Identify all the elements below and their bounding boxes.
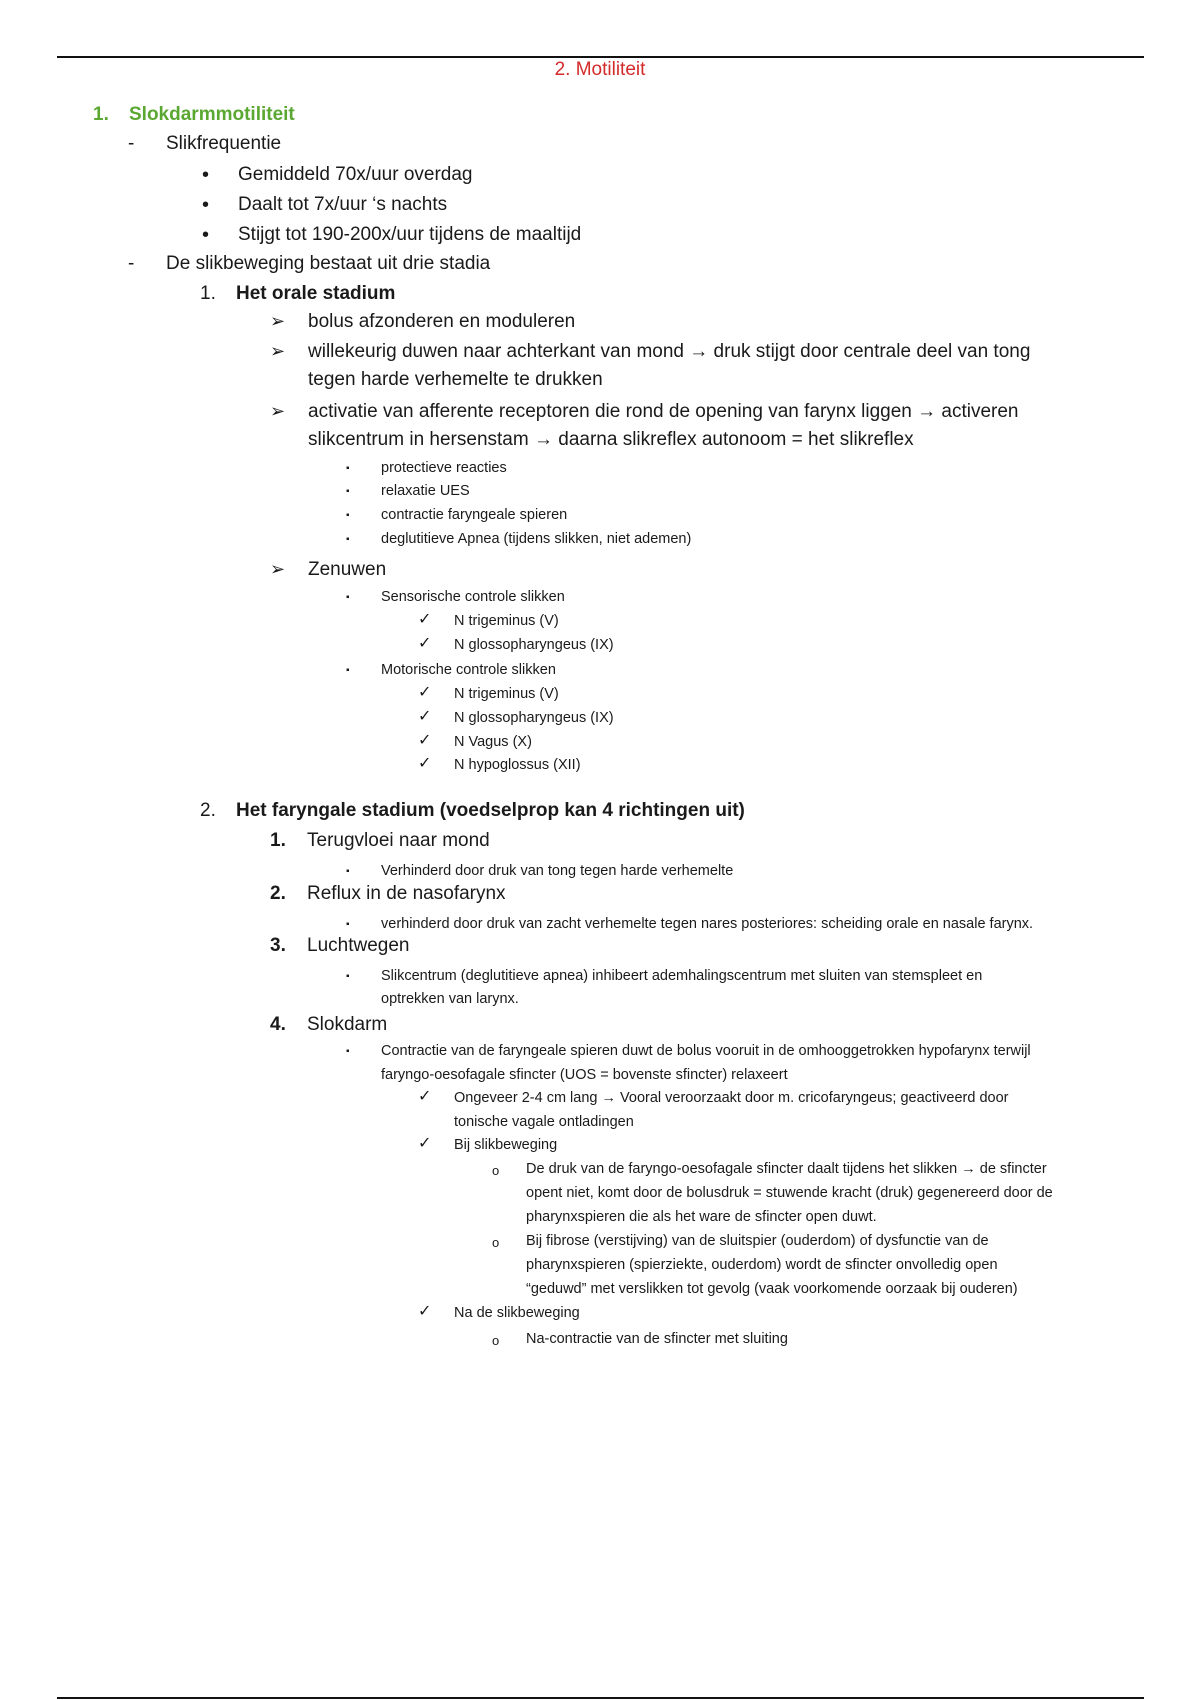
list-item: Stijgt tot 190-200x/uur tijdens de maaltijd	[238, 224, 582, 245]
square-bullet-icon: ▪	[346, 486, 350, 497]
list-item: Contractie van de faryngeale spieren duwt de bolus vooruit in de omhooggetrokken hypofarynx terwijl	[381, 1043, 1031, 1059]
direction-title: Luchtwegen	[307, 935, 410, 956]
slikbeweging-label: De slikbeweging bestaat uit drie stadia	[166, 253, 491, 274]
sensorisch-label: Sensorische controle slikken	[381, 589, 565, 605]
section-number: 1.	[93, 104, 109, 125]
list-item-continued: opent niet, komt door de bolusdruk = stuwende kracht (druk) gegenereerd door de	[526, 1185, 1053, 1201]
square-bullet-icon: ▪	[346, 534, 350, 545]
stage-title: Het orale stadium	[236, 283, 396, 304]
checkmark-icon: ✓	[418, 611, 432, 628]
square-bullet-icon: ▪	[346, 866, 350, 877]
list-item: verhinderd door druk van zacht verhemelte tegen nares posteriores: scheiding orale en nasale farynx.	[381, 916, 1034, 932]
list-item: activatie van afferente receptoren die rond de opening van farynx liggen → activeren	[308, 401, 1019, 422]
list-item: Bij fibrose (verstijving) van de sluitspier (ouderdom) of dysfunctie van de	[526, 1233, 989, 1249]
direction-number: 2.	[270, 883, 286, 904]
arrowhead-bullet-icon: ➢	[270, 401, 286, 421]
list-item: protectieve reacties	[381, 460, 507, 476]
arrowhead-bullet-icon: ➢	[270, 559, 286, 579]
top-rule	[57, 56, 1144, 58]
slikfrequentie-label: Slikfrequentie	[166, 133, 282, 154]
list-item-continued: tonische vagale ontladingen	[454, 1114, 634, 1130]
list-item: Verhinderd door druk van tong tegen harde verhemelte	[381, 863, 734, 879]
list-item: bolus afzonderen en moduleren	[308, 311, 576, 332]
checkmark-icon: ✓	[418, 684, 432, 701]
stage-number: 2.	[200, 800, 216, 821]
checkmark-icon: ✓	[418, 755, 432, 772]
square-bullet-icon: ▪	[346, 463, 350, 474]
checkmark-icon: ✓	[418, 1303, 432, 1320]
direction-title: Terugvloei naar mond	[307, 830, 490, 851]
bullet-dot-icon: •	[202, 194, 210, 216]
list-item: De druk van de faryngo-oesofagale sfincter daalt tijdens het slikken → de sfincter	[526, 1161, 1047, 1177]
checkmark-icon: ✓	[418, 1135, 432, 1152]
motorisch-label: Motorische controle slikken	[381, 662, 556, 678]
square-bullet-icon: ▪	[346, 665, 350, 676]
list-item: Daalt tot 7x/uur ‘s nachts	[238, 194, 448, 215]
square-bullet-icon: ▪	[346, 592, 350, 603]
direction-number: 3.	[270, 935, 286, 956]
bottom-rule	[57, 1697, 1144, 1699]
list-item: N trigeminus (V)	[454, 686, 559, 702]
stage-title: Het faryngale stadium (voedselprop kan 4 richtingen uit)	[236, 800, 745, 821]
list-item: N hypoglossus (XII)	[454, 757, 581, 773]
dash-icon: -	[128, 253, 135, 274]
circle-bullet-icon: o	[492, 1333, 500, 1348]
list-item: Na-contractie van de sfincter met sluiting	[526, 1331, 788, 1347]
list-item: Ongeveer 2-4 cm lang → Vooral veroorzaakt door m. cricofaryngeus; geactiveerd door	[454, 1090, 1009, 1106]
direction-title: Slokdarm	[307, 1014, 388, 1035]
list-item: contractie faryngeale spieren	[381, 507, 568, 523]
circle-bullet-icon: o	[492, 1163, 500, 1178]
list-item: deglutitieve Apnea (tijdens slikken, niet ademen)	[381, 531, 692, 547]
square-bullet-icon: ▪	[346, 510, 350, 521]
square-bullet-icon: ▪	[346, 971, 350, 982]
square-bullet-icon: ▪	[346, 919, 350, 930]
list-item-continued: optrekken van larynx.	[381, 991, 519, 1007]
checkmark-icon: ✓	[418, 708, 432, 725]
arrowhead-bullet-icon: ➢	[270, 311, 286, 331]
checkmark-icon: ✓	[418, 1088, 432, 1105]
list-item: Slikcentrum (deglutitieve apnea) inhibeert ademhalingscentrum met sluiten van stemspleet en	[381, 968, 983, 984]
list-item-continued: slikcentrum in hersenstam → daarna slikreflex autonoom = het slikreflex	[308, 429, 914, 450]
list-item-continued: pharynxspieren (spierziekte, ouderdom) wordt de sfincter onvolledig open	[526, 1257, 998, 1273]
list-item: N Vagus (X)	[454, 734, 532, 750]
list-item-continued: pharynxspieren die als het ware de sfincter open duwt.	[526, 1209, 877, 1225]
list-item: willekeurig duwen naar achterkant van mond → druk stijgt door centrale deel van tong	[308, 341, 1031, 362]
checkmark-icon: ✓	[418, 635, 432, 652]
list-item: N trigeminus (V)	[454, 613, 559, 629]
list-item-continued: tegen harde verhemelte te drukken	[308, 369, 603, 390]
zenuwen-label: Zenuwen	[308, 559, 387, 580]
direction-title: Reflux in de nasofarynx	[307, 883, 506, 904]
list-item: Bij slikbeweging	[454, 1137, 558, 1153]
list-item: Gemiddeld 70x/uur overdag	[238, 164, 473, 185]
list-item: N glossopharyngeus (IX)	[454, 637, 614, 653]
bullet-dot-icon: •	[202, 164, 210, 186]
section-title: Slokdarmmotiliteit	[129, 104, 295, 125]
page-title: 2. Motiliteit	[554, 59, 646, 80]
stage-number: 1.	[200, 283, 216, 304]
direction-number: 4.	[270, 1014, 286, 1035]
square-bullet-icon: ▪	[346, 1046, 350, 1057]
bullet-dot-icon: •	[202, 224, 210, 246]
list-item: relaxatie UES	[381, 483, 470, 499]
circle-bullet-icon: o	[492, 1235, 500, 1250]
checkmark-icon: ✓	[418, 732, 432, 749]
arrowhead-bullet-icon: ➢	[270, 341, 286, 361]
list-item-continued: “geduwd” met verslikken tot gevolg (vaak voorkomende oorzaak bij ouderen)	[526, 1281, 1018, 1297]
list-item-continued: faryngo-oesofagale sfincter (UOS = bovenste sfincter) relaxeert	[381, 1067, 788, 1083]
direction-number: 1.	[270, 830, 286, 851]
list-item: Na de slikbeweging	[454, 1305, 580, 1321]
list-item: N glossopharyngeus (IX)	[454, 710, 614, 726]
dash-icon: -	[128, 133, 135, 154]
